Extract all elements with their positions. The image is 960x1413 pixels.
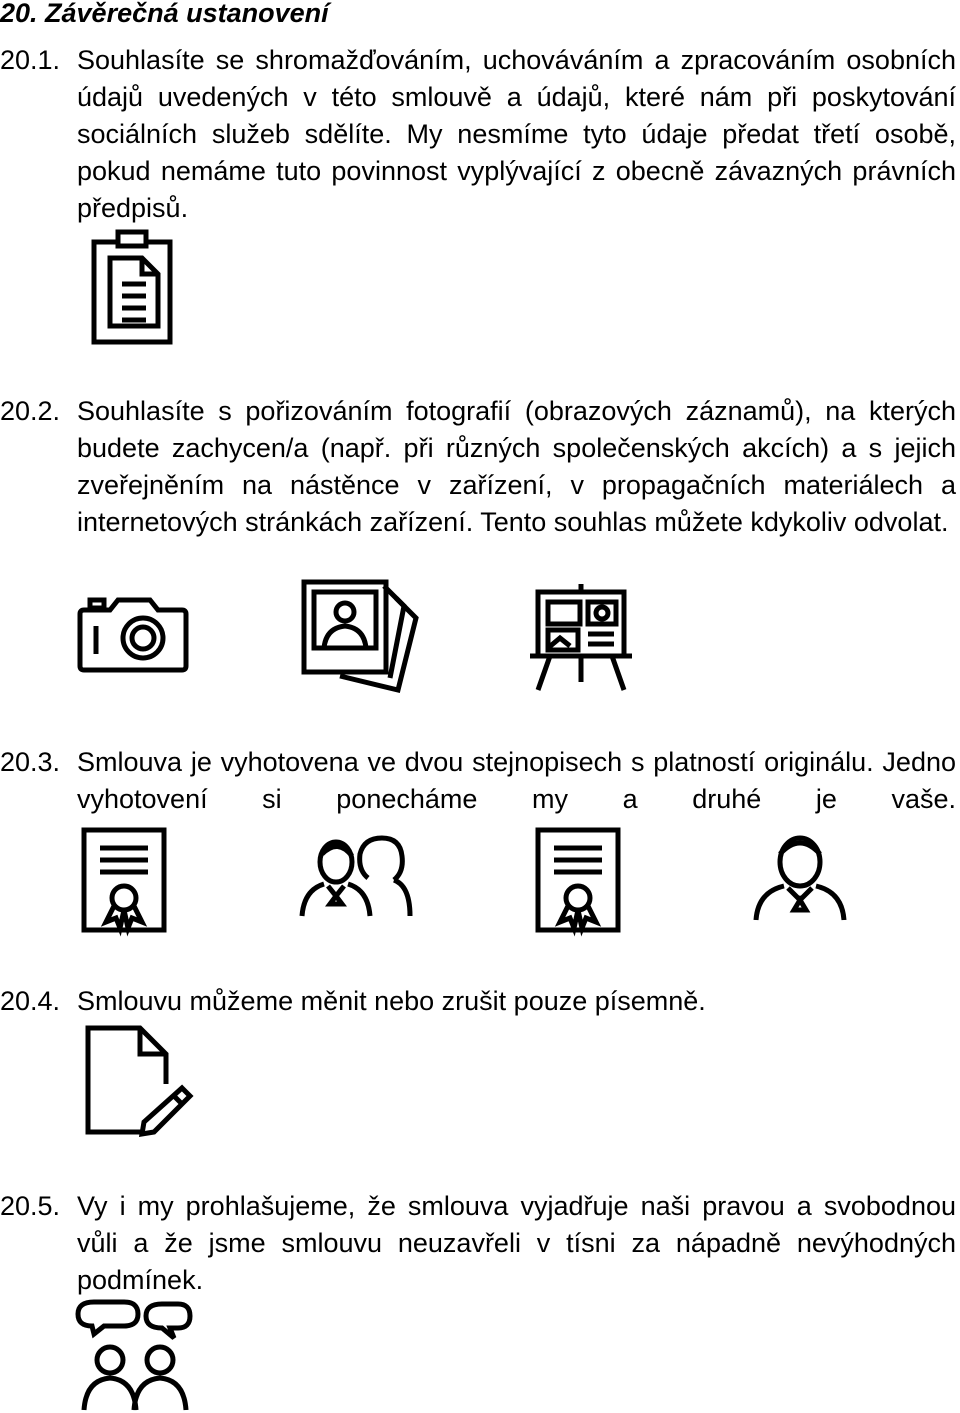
certificate-icon [534,826,624,934]
section-text-20-1: Souhlasíte se shromažďováním, uchováváním a zpracováním osobních údajů uvedených v této smlouvě a údajů, které nám při poskytování sociálních služeb sdělíte. My nesmíme tyto údaje předat třetí osobě, pokud nemáme tuto povinnost vyplývající z obecně závazných právních předpisů. [77,45,956,223]
camera-icon [76,596,190,674]
section-text-20-3: Smlouva je vyhotovena ve dvou stejnopisech s platností originálu. Jedno vyhotovení si ponecháme my a druhé je vaše. [77,747,956,814]
certificate-icon [80,826,170,934]
photo-stack-icon [300,578,420,696]
section-text-20-5: Vy i my prohlašujeme, že smlouva vyjadřuje naši pravou a svobodnou vůli a že jsme smlouvu neuzavřeli v tísni za nápadně nevýhodných podmínek. [77,1191,956,1295]
section-text-20-4: Smlouvu můžeme měnit nebo zrušit pouze písemně. [77,986,706,1016]
people-conversation-icon [74,1298,194,1412]
clipboard-document-icon [88,228,178,346]
two-people-icon [298,834,414,920]
section-number-20-4: 20.4. [0,986,61,1016]
section-number-20-3: 20.3. [0,747,61,777]
section-number-20-1: 20.1. [0,45,61,75]
section-number-20-5: 20.5. [0,1191,61,1221]
section-text-20-2: Souhlasíte s pořizováním fotografií (obrazových záznamů), na kterých budete zachycen/a (např. při různých společenských akcích) a s jejich zveřejněním na nástěnce v zařízení, v propagačních materiálech a internetových stránkách zařízení. Tento souhlas můžete kdykoliv odvolat. [77,396,956,537]
document-pen-icon [82,1024,194,1136]
section-number-20-2: 20.2. [0,396,61,426]
person-icon [752,832,848,924]
page-heading: 20. Závěrečná ustanovení [0,0,329,28]
noticeboard-easel-icon [526,582,636,692]
